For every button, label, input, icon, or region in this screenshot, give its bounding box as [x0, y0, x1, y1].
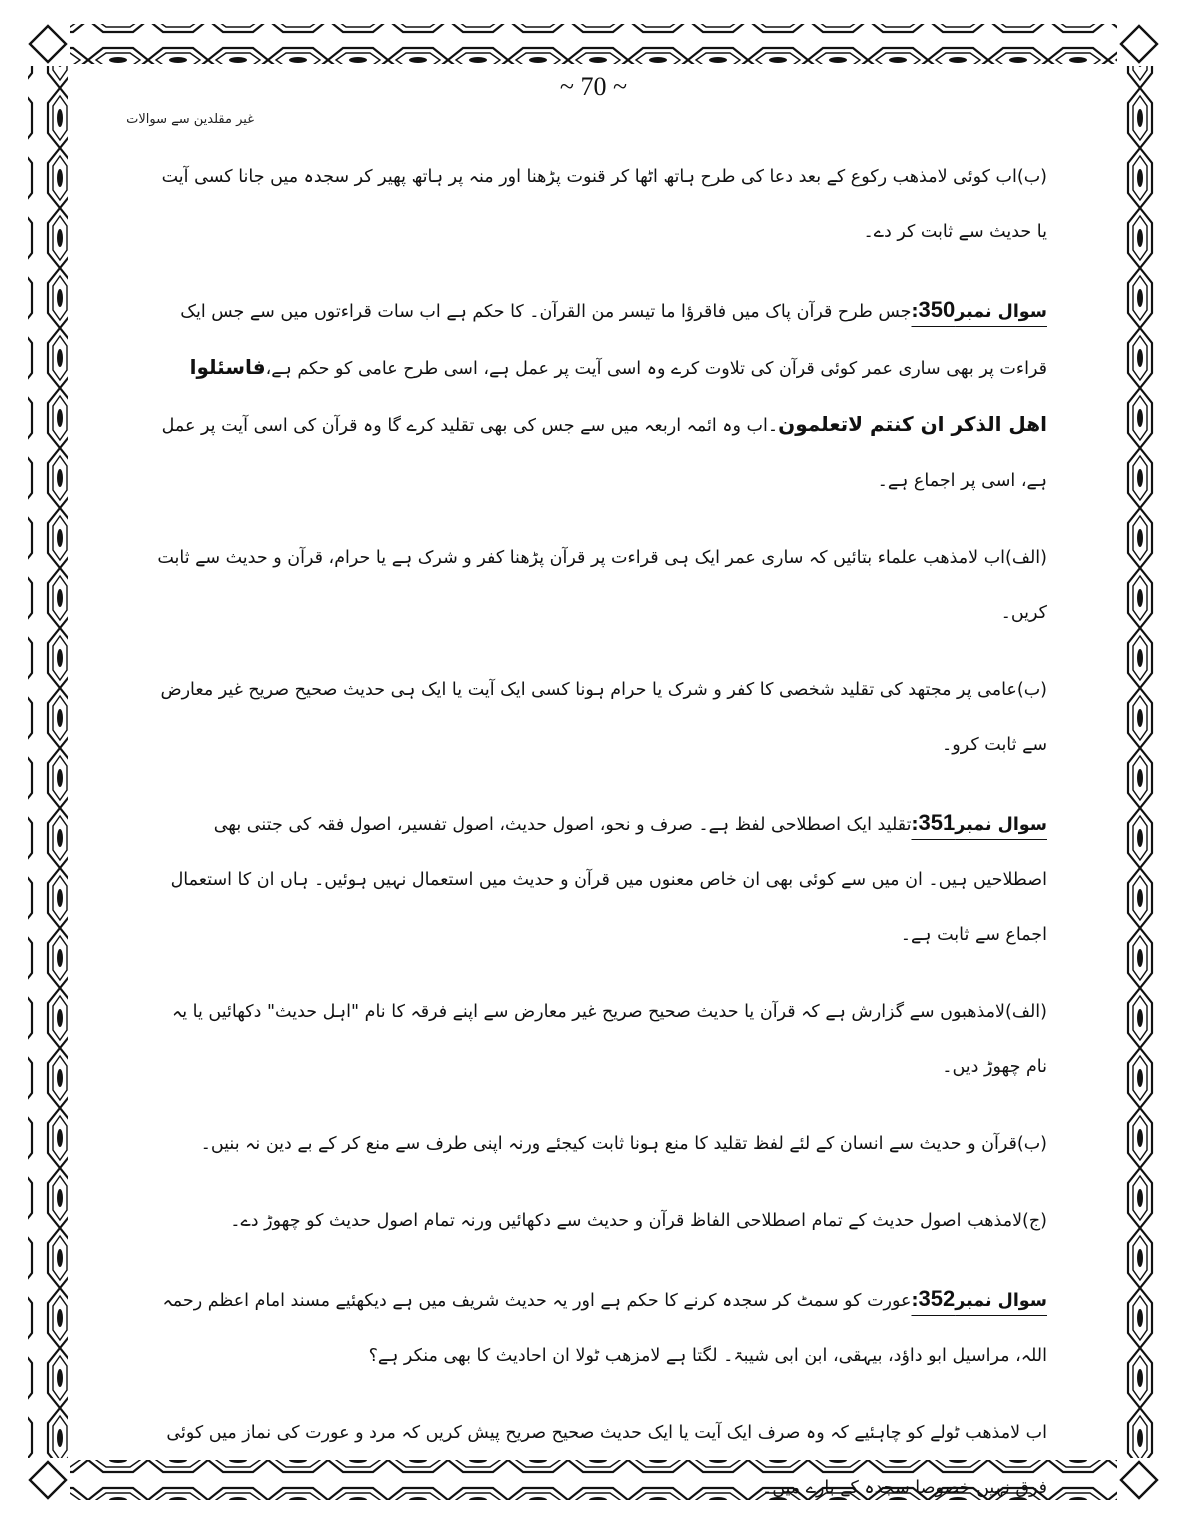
border-right	[1119, 66, 1159, 1458]
paragraph-350b: (ب)عامی پر مجتھد کی تقلید شخصی کا کفر و شرک یا حرام ہونا کسی ایک آیت یا ایک ہی حدیث صحیح صریح غیر معارض سے ثابت کرو۔	[160, 680, 1047, 755]
border-left	[28, 66, 68, 1458]
paragraph-352a: اب لامذھب ٹولے کو چاہئیے کہ وہ صرف ایک آیت یا ایک حدیث صحیح صریح پیش کریں کہ مرد و عورت کی نماز میں کوئی فرق نہیں خصوصا سجدہ کے بارے میں۔	[166, 1423, 1047, 1498]
paragraph-350a: (الف)اب لامذھب علماء بتائیں کہ ساری عمر ایک ہی قراءت پر قرآن پڑھنا کفر و شرک ہے یا حرام، قرآن و حدیث سے ثابت کریں۔	[157, 548, 1047, 623]
question-351-label: سوال نمبر351:	[911, 810, 1047, 835]
question-351	[155, 795, 1047, 963]
paragraph-p1: (ب)اب کوئی لامذھب رکوع کے بعد دعا کی طرح ہاتھ اٹھا کر قنوت پڑھنا اور منہ پر ہاتھ پھیر کر سجدہ میں جانا کسی آیت یا حدیث سے ثابت کر دے۔	[161, 167, 1047, 242]
question-350	[155, 282, 1047, 509]
question-352-text: عورت کو سمٹ کر سجدہ کرنے کا حکم ہے اور یہ حدیث شریف میں ہے دیکھئیے مسند امام اعظم رحمہ اللہ، مراسیل ابو داؤد، بیہقی، ابن ابی شیبۃ۔ لگتا ہے لامزھب ٹولا ان احادیث کا بھی منکر ہے؟	[162, 1291, 1047, 1366]
paragraph-351b: (ب)قرآن و حدیث سے انسان کے لئے لفظ تقلید کا منع ہونا ثابت کیجئے ورنہ اپنی طرف سے منع کر کے بے دین نہ بنیں۔	[200, 1134, 1047, 1154]
page-body	[155, 150, 1047, 1516]
arabic-verse: فاسئلوا اهل الذكر ان كنتم لاتعلمون	[189, 355, 1047, 436]
paragraph-351a: (الف)لامذھبوں سے گزارش ہے کہ قرآن یا حدیث صحیح صریح غیر معارض سے اپنے فرقہ کا نام "اہل حدیث" دکھائیں یا یہ نام چھوڑ دیں۔	[171, 1002, 1047, 1077]
question-350-label: سوال نمبر350:	[911, 297, 1047, 322]
paragraph-351c: (ج)لامذھب اصول حدیث کے تمام اصطلاحی الفاظ قرآن و حدیث سے دکھائیں ورنہ تمام اصول حدیث کو چھوڑ دے۔	[230, 1211, 1047, 1231]
question-350-text-b: ۔اب وہ ائمہ اربعہ میں سے جس کی بھی تقلید کرے گا وہ قرآن کی اسی آیت پر عمل ہے، اسی پر اجماع ہے۔	[161, 416, 1047, 491]
question-350-text-a: جس طرح قرآن پاک میں فاقرؤا ما تیسر من القرآن۔ کا حکم ہے اب سات قراءتوں میں سے جس ایک قراءت پر بھی ساری عمر کوئی قرآن کی تلاوت کرے وہ اسی آیت پر عمل ہے، اسی طرح عامی کو حکم ہے،	[180, 302, 1047, 379]
running-header: غیر مقلدین سے سوالات	[126, 112, 254, 127]
page-number: ~ 70 ~	[559, 72, 628, 101]
question-352	[155, 1271, 1047, 1384]
question-352-label: سوال نمبر352:	[911, 1286, 1047, 1311]
question-351-text: تقلید ایک اصطلاحی لفظ ہے۔ صرف و نحو، اصول حدیث، اصول تفسیر، اصول فقہ کی جتنی بھی اصطلاحیں ہیں۔ ان میں سے کوئی بھی ان خاص معنوں میں قرآن و حدیث میں استعمال نہیں ہوئیں۔ ہاں ان کا استعمال اجماع سے ثابت ہے۔	[170, 815, 1047, 945]
border-top	[70, 24, 1117, 64]
